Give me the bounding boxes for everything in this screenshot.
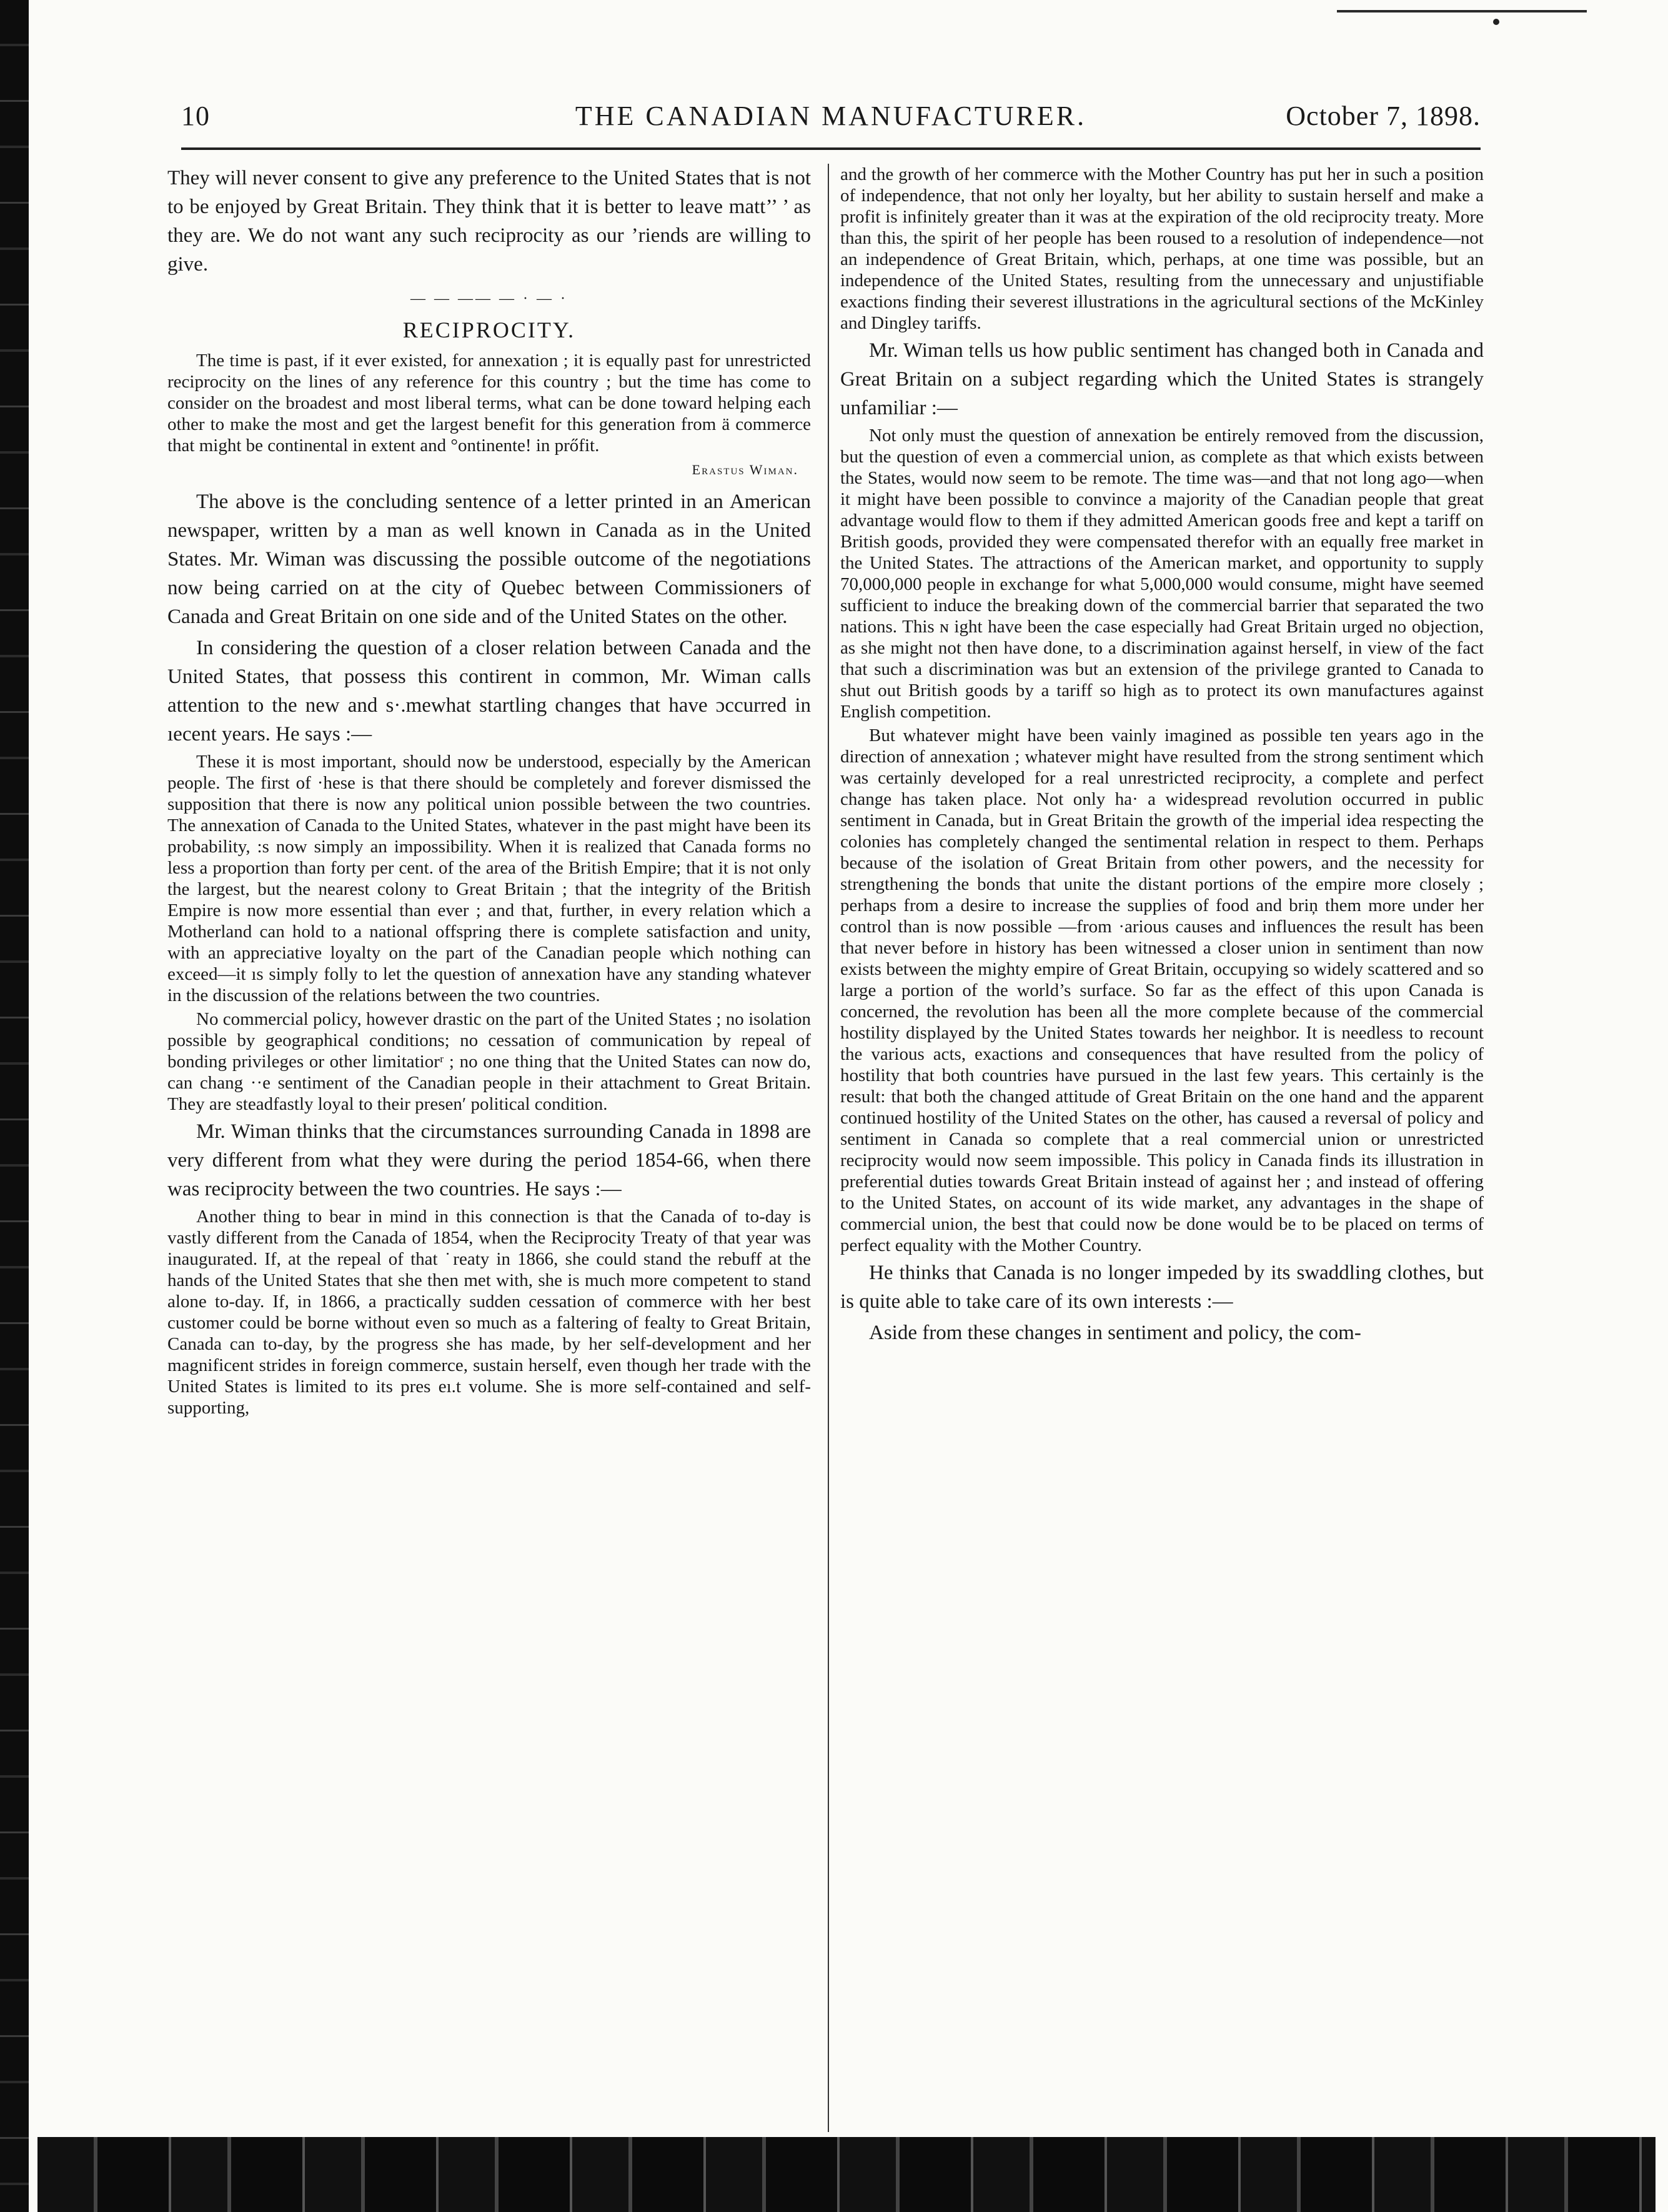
running-header	[181, 100, 1481, 137]
quoted-paragraph: Another thing to bear in mind in this connection is that the Canada of to-day is vastly different from the Canada of 1854, when the Reciprocity Treaty of that year was inaugurated. If, at the repeal of that ˙reaty in 1866, she could stand the rebuff at the hands of the United States that she then met with, she is much more competent to stand alone to-day. If, in 1866, a practically sudden cessation of commerce with her best customer could be borne without even so much as a faltering of fealty to Great Britain, Canada can to-day, by the progress she has made, by her self-development and her magnificent strides in foreign commerce, sustain herself, even though her trade with the United States is limited to its pres eı.t volume. She is more self-contained and self-supporting,	[167, 1207, 811, 1418]
body-paragraph: Mr. Wiman thinks that the circumstances surrounding Canada in 1898 are very different from what they were during the period 1854-66, when there was reciprocity between the two countries. He says :—	[167, 1120, 811, 1200]
page-number: 10	[181, 101, 210, 131]
quoted-paragraph: Not only must the question of annexation be entirely removed from the discussion, but the question of even a commercial union, as complete as that which exists between the States, would now seem to be remote. The time was—and that not long ago—when it might have been possible to convince a majority of the Canadian people that great advantage would flow to them if they admitted American goods free and kept a tariff on British goods, provided they were compensated therefor with an equally free market in the United States. The attractions of the American market, and opportunity to supply 70,000,000 people in exchange for what 5,000,000 would consume, might have seemed sufficient to induce the breaking down of the commercial barrier that separated the two nations. This ɴ ight have been the case especially had Great Britain urged no objection, as she might not then have done, to a discrimination against herself, in view of the fact that such a discrimination was but an extension of the privilege granted to Canada to shut out British goods by a tariff so high as to protect its own manufactures against English competition.	[840, 426, 1484, 722]
quoted-paragraph-start: Aside from these changes in sentiment and policy, the com-	[869, 1322, 1361, 1344]
body-paragraph: In considering the question of a closer relation between Canada and the United States, that possess this contirent in common, Mr. Wiman calls attention to the new and s·.mewhat startling changes that have ɔccurred in ıecent years. He says :—	[167, 637, 811, 745]
quoted-paragraph-continued: and the growth of her commerce with the Mother Country has put her in such a position of independence, that not only her loyalty, but her ability to sustain herself and make a profit is infinitely greater than it was at the expiration of the old reciprocity treaty. More than this, the spirit of her people has been roused to a resolution of independence—not an independence of Great Britain, which, perhaps, at one time was possible, but an independence of the United States, resulting from the unnecessary and unjustifiable exactions finding their severest illustrations in the agricultural sections of the McKinley and Dingley tariffs.	[840, 164, 1484, 333]
publication-title: THE CANADIAN MANUFACTURER.	[575, 101, 1087, 131]
scan-edge-bottom	[37, 2137, 1656, 2212]
left-column	[167, 164, 811, 1421]
epigraph-signature: Erastus Wiman.	[692, 462, 798, 477]
scan-mark-top	[1337, 10, 1587, 12]
quoted-paragraph: But whatever might have been vainly imagined as possible ten years ago in the direction of annexation ; whatever might have resulted from the strong sentiment which was certainly developed for a real unrestricted reciprocity, a complete and perfect change has taken place. Not only ha· a widespread revolution occurred in public sentiment in Canada, but in Great Britain the growth of the imperial idea respecting the colonies has completely changed the sentimental relation in respect to them. Perhaps because of the isolation of Great Britain from other powers, and the necessity for strengthening the bonds that unite the distant portions of the empire more closely ; perhaps from a desire to increase the supplies of food and briņ them more under her control than is now possible —from ·arious causes and influences the result has been that never before in history has been witnessed a closer union in sentiment than now exists between the mighty empire of Great Britain, occupying so widely scattered and so large a portion of the world’s surface. So far as the effect of this upon Canada is concerned, the revolution has been all the more complete because of the commercial hostility displayed by the United States towards her neighbor. It is needless to recount the various acts, exactions and consequences that have resulted from the policy of hostility that both countries have pursued in the last few years. This certainly is the result: that both the changed attitude of Great Britain on the one hand and the apparent continued hostility of the United States on the other, has caused a reversal of policy and sentiment in Canada so complete that a real commercial union or unrestricted reciprocity would now seem impossible. This policy in Canada finds its illustration in preferential duties towards Great Britain instead of against her ; and instead of offering to the United States, on account of its wide market, any advantages in the shape of commercial union, the best that could now be done would be to be placed on terms of perfect equality with the Mother Country.	[840, 725, 1484, 1255]
quoted-paragraph: No commercial policy, however drastic on the part of the United States ; no isolation possible by geographical conditions; no cessation of communication by repeal of bonding privileges or other limitatiorʳ ; no one thing that the United States can now do, can chang ··e sentiment of the Canadian people in their attachment to Great Britain. They are steadfastly loyal to their presenʹ political condition.	[167, 1009, 811, 1114]
right-column	[840, 164, 1484, 1350]
body-paragraph: He thinks that Canada is no longer impeded by its swaddling clothes, but is quite able to take care of its own interests :—	[840, 1262, 1484, 1313]
epigraph: The time is past, if it ever existed, for annexation ; it is equally past for unrestricted reciprocity on the lines of any reference for this country ; but the time has come to consider on the broadest and most liberal terms, what can be done toward helping each other to make the most and get the largest benefit for this generation from ä commerce that might be continental in extent and °ontinente! in prőfit.	[167, 351, 811, 456]
issue-date: October 7, 1898.	[1286, 101, 1481, 131]
body-paragraph: The above is the concluding sentence of a letter printed in an American newspaper, written by a man as well known in Canada as in the United States. Mr. Wiman was discussing the possible outcome of the negotiations now being carried on at the city of Quebec between Commissioners of Canada and Great Britain on one side and of the United States on the other.	[167, 491, 811, 628]
column-divider	[828, 164, 829, 2132]
section-separator: — — —— — · — ·	[410, 291, 568, 307]
quoted-paragraph: These it is most important, should now be understood, especially by the American people. The first of ·hese is that there should be completely and forever dismissed the supposition that there is now any political union possible between the two countries. The annexation of Canada to the United States, whatever in the past might have been its probability, :s now simply an impossibility. When it is realized that Canada forms no less a proportion than forty per cent. of the area of the British Empire; that it is not only the largest, but the nearest colony to Great Britain ; that the integrity of the British Empire is now more essential than ever ; and that, further, in every relation which a Motherland can hold to a national offspring there is complete satisfaction and unity, with an appreciative loyalty on the part of the Canadian people which nothing can exceed—it ıs simply folly to let the question of annexation have any standing whatever in the discussion of the relations between the two countries.	[167, 752, 811, 1005]
intro-paragraph: They will never consent to give any preference to the United States that is not to be enjoyed by Great Britain. They think that it is better to leave matt’’ ’ as they are. We do not want any such reciprocity as our ’riends are willing to give.	[167, 167, 811, 276]
body-paragraph: Mr. Wiman tells us how public sentiment has changed both in Canada and Great Britain on a subject regarding which the United States is strangely unfamiliar :—	[840, 339, 1484, 419]
scan-speck	[1493, 19, 1499, 25]
scan-edge-left	[0, 0, 29, 2212]
header-rule	[181, 147, 1481, 150]
article-heading: RECIPROCITY.	[402, 317, 576, 342]
